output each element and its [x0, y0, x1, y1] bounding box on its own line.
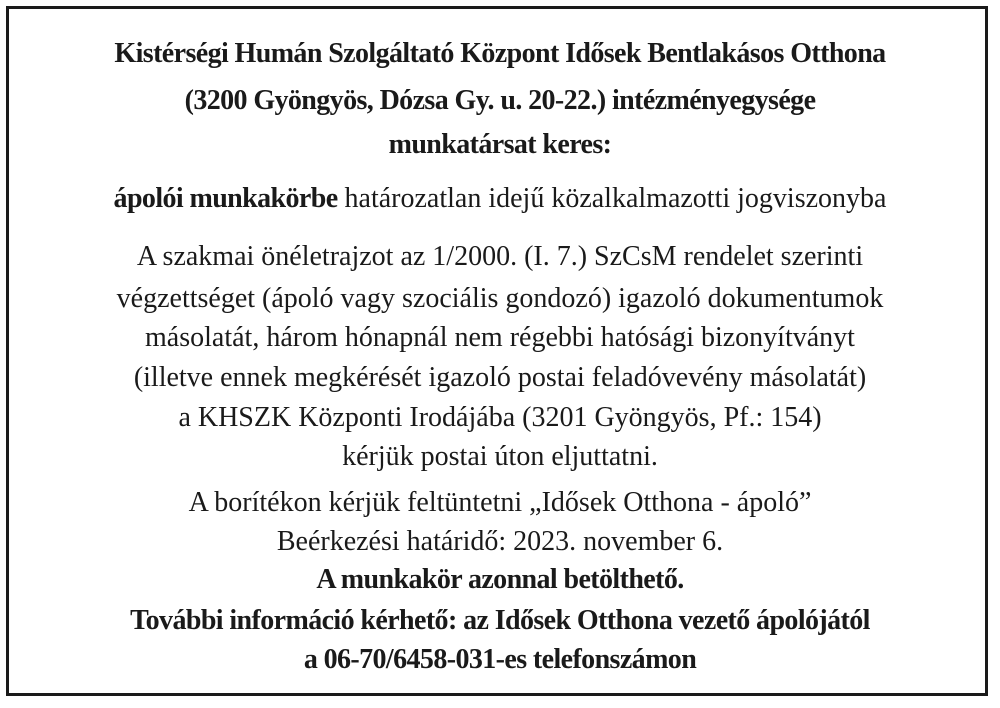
body-line-2: végzettséget (ápoló vagy szociális gondozó) igazoló dokumentumok: [116, 283, 884, 314]
header-line-1: Kistérségi Humán Szolgáltató Központ Idősek Bentlakásos Otthona: [114, 38, 886, 69]
phone-line: a 06-70/6458-031-es telefonszámon: [303, 644, 697, 675]
envelope-instruction: A borítékon kérjük feltüntetni „Idősek Otthona - ápoló”: [188, 487, 812, 518]
deadline: Beérkezési határidő: 2023. november 6.: [276, 526, 724, 557]
position-title: ápolói munkakörbe: [113, 183, 338, 214]
body-line-1: A szakmai önéletrajzot az 1/2000. (I. 7.) SzCsM rendelet szerinti: [136, 241, 864, 272]
header-line-2: (3200 Gyöngyös, Dózsa Gy. u. 20-22.) intézményegysége: [184, 85, 816, 116]
header-line-3: munkatársat keres:: [388, 129, 612, 160]
body-line-3: másolatát, három hónapnál nem régebbi hatósági bizonyítványt: [145, 322, 855, 353]
body-line-5: a KHSZK Központi Irodájába (3201 Gyöngyös, Pf.: 154): [178, 402, 822, 433]
body-line-6: kérjük postai úton eljuttatni.: [342, 441, 658, 472]
immediate-availability: A munkakör azonnal betölthető.: [316, 564, 684, 595]
position-terms: határozatlan idejű közalkalmazotti jogviszonyba: [337, 183, 887, 214]
info-line: További információ kérhető: az Idősek Otthona vezető ápolójától: [130, 605, 870, 636]
position-line: [0, 185, 1000, 213]
body-line-4: (illetve ennek megkérését igazoló postai feladóvevény másolatát): [133, 362, 867, 393]
